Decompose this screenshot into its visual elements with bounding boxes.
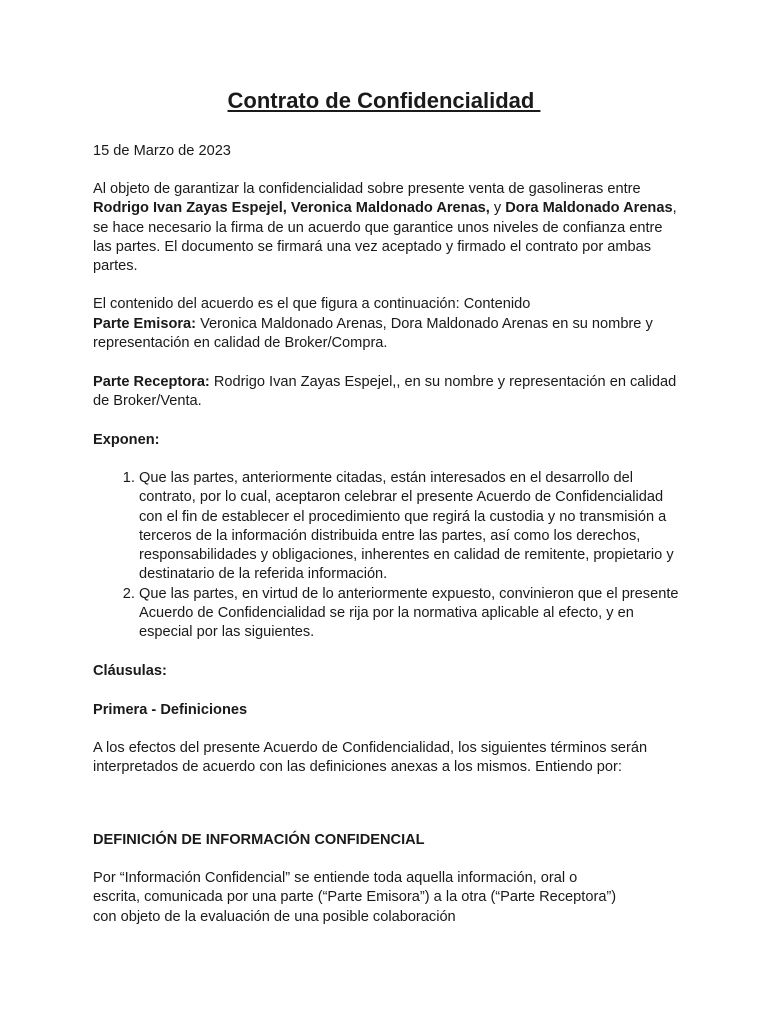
party-names-1: Rodrigo Ivan Zayas Espejel, Veronica Maldonado Arenas, bbox=[93, 200, 490, 217]
primera-heading: Primera - Definiciones bbox=[93, 702, 248, 718]
party-names-2: Dora Maldonado Arenas bbox=[505, 200, 673, 217]
primera-paragraph: A los efectos del presente Acuerdo de Confidencialidad, los siguientes términos serán interpretados de acuerdo con las definiciones anexas a los mismos. Entiendo por: bbox=[93, 740, 648, 776]
intro-text-end: , se hace necesario la firma de un acuerdo que garantice unos niveles de confianza entre las partes. El documento se firmará una vez aceptado y firmado el contrato por ambas partes. bbox=[93, 200, 677, 275]
document-date: 15 de Marzo de 2023 bbox=[93, 143, 231, 159]
parte-emisora-text: Veronica Maldonado Arenas, Dora Maldonado Arenas en su nombre y representación en calidad de Broker/Compra. bbox=[93, 316, 653, 352]
parte-receptora-label: Parte Receptora: bbox=[93, 374, 210, 390]
clausulas-heading: Cláusulas: bbox=[93, 663, 167, 679]
exponen-heading: Exponen: bbox=[93, 432, 160, 448]
contenido-line: El contenido del acuerdo es el que figura a continuación: Contenido bbox=[93, 296, 531, 312]
definicion-paragraph: Por “Información Confidencial” se entiende toda aquella información, oral o escrita, comunicada por una parte (“Parte Emisora”) a la otra (“Parte Receptora”) con objeto de la evaluación de una posible colaboración bbox=[93, 870, 617, 925]
intro-conjunction: y bbox=[489, 200, 506, 217]
parte-receptora-text: Rodrigo Ivan Zayas Espejel,, en su nombre y representación en calidad de Broker/Venta. bbox=[93, 374, 677, 410]
intro-text-start: Al objeto de garantizar la confidencialidad sobre presente venta de gasolineras entre bbox=[93, 181, 641, 197]
exponen-list bbox=[47, 469, 683, 643]
exponen-item-1: 1. Que las partes, anteriormente citadas, están interesados en el desarrollo del contrato, por lo cual, aceptaron celebrar el presente Acuerdo de Confidencialidad con el fin de establecer el procedimiento que regirá la custodia y no transmisión a terceros de la información distribuida entre las partes, así como los derechos, responsabilidades y obligaciones, inherentes en calidad de remitente, propietario y destinatario de la referida información. bbox=[139, 469, 683, 585]
intro-paragraph bbox=[93, 180, 683, 276]
parte-receptora-paragraph bbox=[93, 373, 683, 412]
parte-emisora-paragraph bbox=[93, 315, 683, 354]
document-title: Contrato de Confidencialidad bbox=[227, 88, 541, 113]
exponen-item-2: 2. Que las partes, en virtud de lo anteriormente expuesto, convinieron que el presente Acuerdo de Confidencialidad se rija por la normativa aplicable al efecto, y en especial por las siguientes. bbox=[139, 585, 683, 643]
parte-emisora-label: Parte Emisora: bbox=[93, 316, 197, 332]
definicion-heading: DEFINICIÓN DE INFORMACIÓN CONFIDENCIAL bbox=[93, 832, 425, 848]
